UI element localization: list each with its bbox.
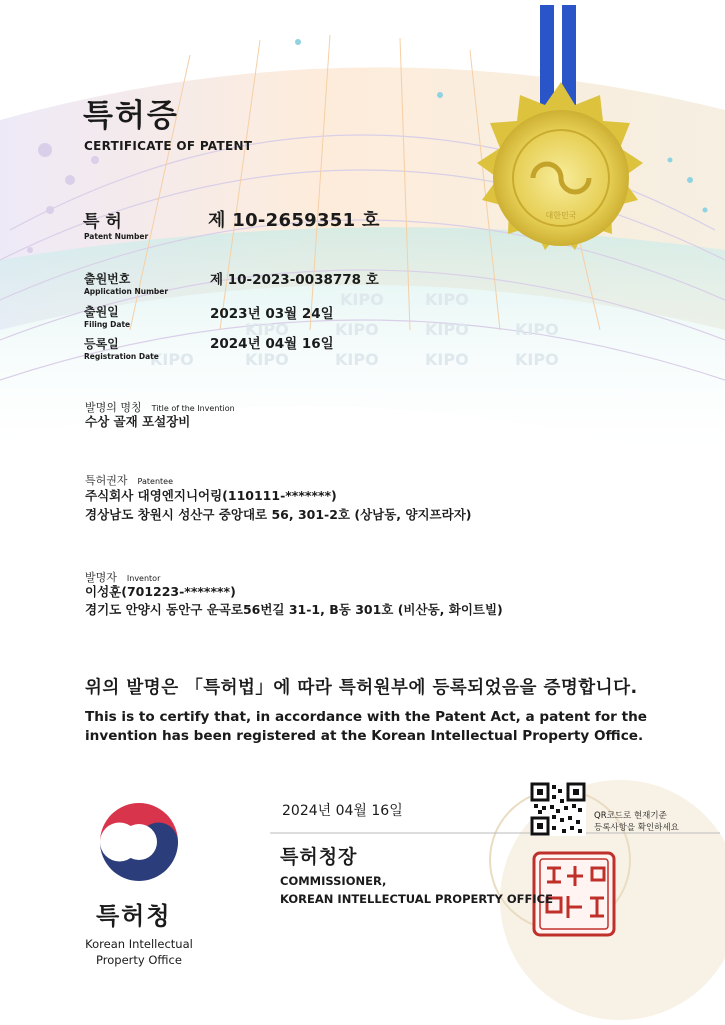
watermark: KIPO (335, 320, 379, 339)
application-number-label: 출원번호 (84, 272, 131, 286)
inventor-label-en: Inventor (126, 574, 161, 583)
commissioner-title-en-line2: KOREAN INTELLECTUAL PROPERTY OFFICE (280, 892, 553, 906)
watermark: KIPO (150, 350, 194, 369)
issue-date: 2024년 04월 16일 (282, 803, 403, 819)
watermark: KIPO (340, 290, 384, 309)
qr-code (530, 782, 586, 836)
invention-label-en: Title of the Invention (151, 404, 235, 413)
registration-date-value: 2024년 04월 16일 (210, 336, 334, 352)
filing-date-value: 2023년 03월 24일 (210, 306, 334, 322)
commissioner-title-en (280, 872, 553, 908)
patent-number-value: 제 10-2659351 호 (208, 210, 380, 231)
registration-date-label: 등록일 (84, 337, 119, 351)
qr-note-line1: QR코드로 현재기준 (594, 811, 667, 821)
watermark: KIPO (515, 320, 559, 339)
application-number-label-en: Application Number (84, 287, 169, 296)
inventor-address: 경기도 안양시 동안구 운곡로56번길 31-1, B동 301호 (비산동, 화이트빌) (85, 602, 503, 617)
commissioner-title-ko: 특허청장 (280, 846, 358, 868)
application-number-value: 제 10-2023-0038778 호 (210, 272, 379, 288)
watermark: KIPO (245, 350, 289, 369)
qr-note-line2: 등록사항을 확인하세요 (594, 823, 679, 833)
kipo-logo (96, 799, 182, 885)
invention-title: 수상 골재 포설장비 (85, 414, 191, 429)
patentee-address: 경상남도 창원시 성산구 중앙대로 56, 301-2호 (상남동, 양지프라자) (85, 507, 472, 522)
commissioner-title-en-line1: COMMISSIONER, (280, 874, 387, 888)
filing-date-label: 출원일 (84, 305, 119, 319)
invention-label: 발명의 명칭 (85, 401, 142, 414)
certification-statement-en: This is to certify that, in accordance with the Patent Act, a patent for the invention has been registered at the Korean Intellectual Property Office. (85, 709, 648, 744)
watermark: KIPO (335, 350, 379, 369)
patent-number-label-en: Patent Number (84, 232, 149, 241)
registration-date-label-en: Registration Date (84, 352, 159, 361)
qr-note (594, 810, 679, 834)
patentee-label-en: Patentee (137, 477, 173, 486)
patentee-name: 주식회사 대영엔지니어링(110111-*******) (85, 488, 337, 503)
medal-text: 대한민국 (545, 211, 577, 220)
watermark: KIPO (245, 320, 289, 339)
inventor-name: 이성훈(701223-*******) (85, 584, 236, 599)
watermark: KIPO (425, 320, 469, 339)
filing-date-label-en: Filing Date (84, 320, 131, 329)
watermark: KIPO (515, 350, 559, 369)
patentee-label: 특허권자 (85, 474, 128, 487)
office-name-en-line2: Property Office (96, 953, 182, 967)
watermark: KIPO (425, 350, 469, 369)
inventor-label: 발명자 (85, 571, 117, 584)
certification-statement-ko: 위의 발명은 「특허법」에 따라 특허원부에 등록되었음을 증명합니다. (85, 678, 638, 698)
certificate-title-ko: 특허증 (83, 98, 179, 134)
office-name-ko: 특허청 (96, 902, 172, 930)
office-name-en-line1: Korean Intellectual (85, 937, 193, 951)
office-name-en (70, 936, 208, 968)
certificate-title-en: CERTIFICATE OF PATENT (84, 139, 253, 153)
patent-number-label: 특 허 (83, 212, 122, 232)
watermark: KIPO (425, 290, 469, 309)
